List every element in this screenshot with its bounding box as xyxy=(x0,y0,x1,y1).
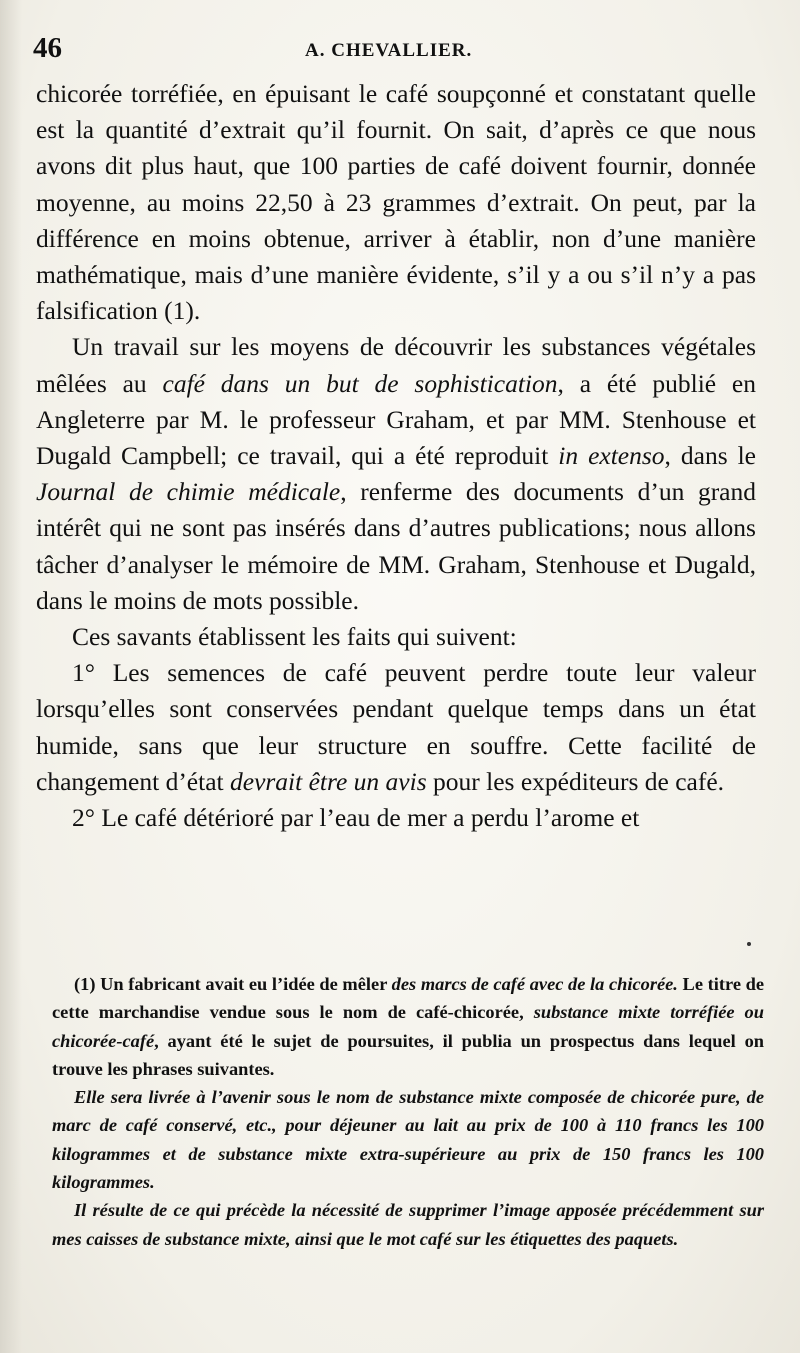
paragraph-fact-1 xyxy=(36,655,756,800)
paragraph-text: 2° Le café détérioré par l’eau de mer a perdu l’arome et xyxy=(72,803,640,833)
footnote-text: Le titre de cette marchandise vendue sous le nom de café-chicorée, xyxy=(52,974,765,1023)
italic-phrase: devrait être un avis xyxy=(230,766,427,796)
paragraph-continuation xyxy=(36,76,756,329)
paragraph-fact-2 xyxy=(36,800,756,836)
footnote-quote-1 xyxy=(52,1083,764,1196)
running-head-author: A. CHEVALLIER. xyxy=(305,40,473,61)
paragraph-text: 1° Les semences de café peuvent perdre toute leur valeur lorsqu’elles sont conservées pendant quelque temps dans un état humide, sans que leur structure en souffre. Cette facilité de changement d’état xyxy=(36,658,756,796)
footnote-text: Elle sera livrée à l’avenir sous le nom de substance mixte composée de chicorée pure, de marc de café conservé, etc., pour déjeuner au lait au prix de 100 à 110 francs les 100 kilogrammes et de substance mixte extra-supérieure au prix de 150 francs les 100 kilogrammes. xyxy=(52,1087,764,1193)
italic-phrase: in extenso xyxy=(558,441,665,471)
footnote-text: , ayant été le sujet de poursuites, il publia un prospectus dans lequel on trouve les phrases suivantes. xyxy=(52,1030,764,1079)
paragraph-text: , a été publié en Angleterre par M. le professeur Graham, et par MM. Stenhouse et Dugald Campbell; ce travail, qui a été reproduit xyxy=(36,368,756,471)
paragraph-graham-study xyxy=(36,329,756,619)
footnote-text: Il résulte de ce qui précède la nécessité de supprimer l’image apposée précédemment sur mes caisses de substance mixte, ainsi que le mot café sur les étiquettes des paquets. xyxy=(52,1200,764,1249)
paragraph-text: Un travail sur les moyens de découvrir les substances végétales mêlées au xyxy=(36,332,756,398)
italic-phrase: des marcs de café avec de la chicorée. xyxy=(391,974,678,994)
page-number: 46 xyxy=(33,32,62,64)
paragraph-text: Ces savants établissent les faits qui suivent: xyxy=(72,622,517,652)
page-gutter-shadow xyxy=(0,0,22,1353)
main-text xyxy=(36,76,756,836)
paragraph-facts-intro xyxy=(36,619,756,655)
paragraph-text: pour les expéditeurs de café. xyxy=(426,766,725,796)
paragraph-text: , renferme des documents d’un grand intérêt qui ne sont pas insérés dans d’autres publications; nous allons tâcher d’analyser le mémoire de MM. Graham, Stenhouse et Dugald, dans le moins de mots possible. xyxy=(36,477,757,615)
italic-phrase: café dans un but de sophistication xyxy=(162,368,558,398)
footnote-text: (1) Un fabricant avait eu l’idée de mêler xyxy=(74,974,392,994)
italic-phrase: substance mixte torréfiée ou chicorée-café xyxy=(52,1002,764,1051)
footnote-quote-2 xyxy=(52,1196,764,1253)
journal-title: Journal de chimie médicale xyxy=(36,477,341,507)
paragraph-text: chicorée torréfiée, en épuisant le café soupçonné et constatant quelle est la quantité d’extrait qu’il fournit. On sait, d’après ce que nous avons dit plus haut, que 100 parties de café doivent fournir, donnée moyenne, au moins 22,50 à 23 grammes d’extrait. On peut, par la différence en moins obtenue, arriver à établir, non d’une manière mathématique, mais d’une manière évidente, s’il y a ou s’il n’y a pas falsification (1). xyxy=(36,79,756,326)
footnote xyxy=(52,970,764,1253)
running-head xyxy=(33,30,773,70)
footnote-paragraph xyxy=(52,970,764,1083)
separator-dot xyxy=(747,942,751,946)
paragraph-text: , dans le xyxy=(664,441,756,471)
